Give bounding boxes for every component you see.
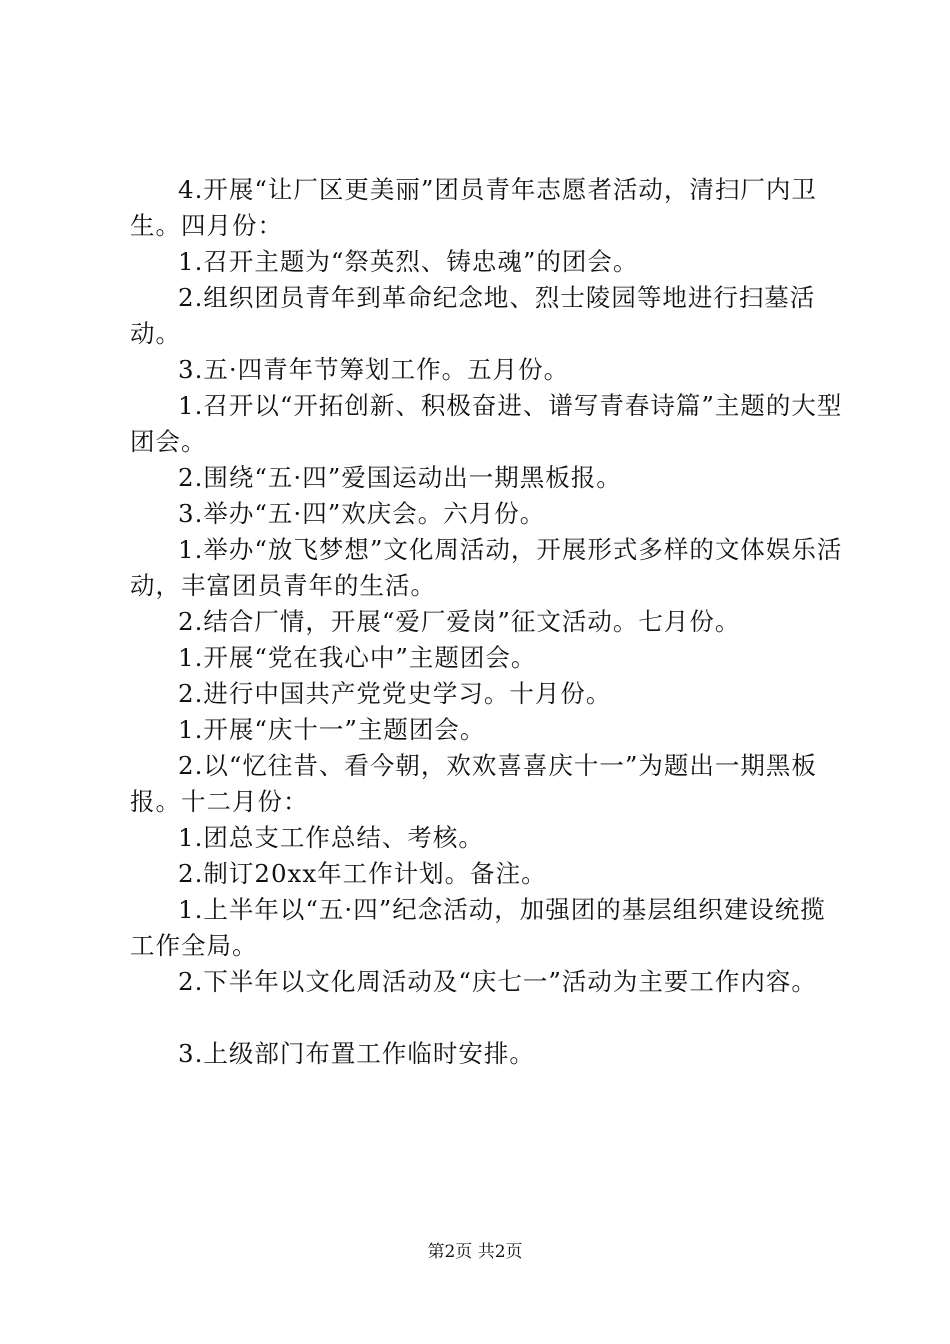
paragraph: 2.结合厂情，开展“爱厂爱岗”征文活动。七月份。 [178, 607, 741, 636]
paragraph: 3.五·四青年节筹划工作。五月份。 [178, 355, 570, 384]
paragraph: 2.下半年以文化周活动及“庆七一”活动为主要工作内容。 [178, 967, 817, 996]
paragraph: 1.召开主题为“祭英烈、铸忠魂”的团会。 [178, 247, 639, 276]
document-body [130, 172, 850, 1072]
paragraph: 4.开展“让厂区更美丽”团员青年志愿者活动，清扫厂内卫生。四月份： [130, 175, 817, 240]
paragraph: 1.召开以“开拓创新、积极奋进、谱写青春诗篇”主题的大型团会。 [130, 391, 843, 456]
paragraph: 1.开展“党在我心中”主题团会。 [178, 643, 537, 672]
paragraph: 1.上半年以“五·四”纪念活动，加强团的基层组织建设统揽工作全局。 [130, 895, 826, 960]
paragraph: 2.进行中国共产党党史学习。十月份。 [178, 679, 612, 708]
page-number-footer: 第2页 共2页 [427, 1242, 523, 1262]
paragraph: 1.团总支工作总结、考核。 [178, 823, 484, 852]
paragraph: 2.制订20xx年工作计划。备注。 [178, 859, 547, 888]
paragraph: 2.组织团员青年到革命纪念地、烈士陵园等地进行扫墓活动。 [130, 283, 816, 348]
paragraph: 2.围绕“五·四”爱国运动出一期黑板报。 [178, 463, 622, 492]
paragraph: 1.举办“放飞梦想”文化周活动，开展形式多样的文体娱乐活动，丰富团员青年的生活。 [130, 535, 843, 600]
paragraph: 1.开展“庆十一”主题团会。 [178, 715, 486, 744]
paragraph: 2.以“忆往昔、看今朝，欢欢喜喜庆十一”为题出一期黑板报。十二月份： [130, 751, 817, 816]
paragraph: 3.上级部门布置工作临时安排。 [178, 1039, 535, 1068]
paragraph: 3.举办“五·四”欢庆会。六月份。 [178, 499, 546, 528]
